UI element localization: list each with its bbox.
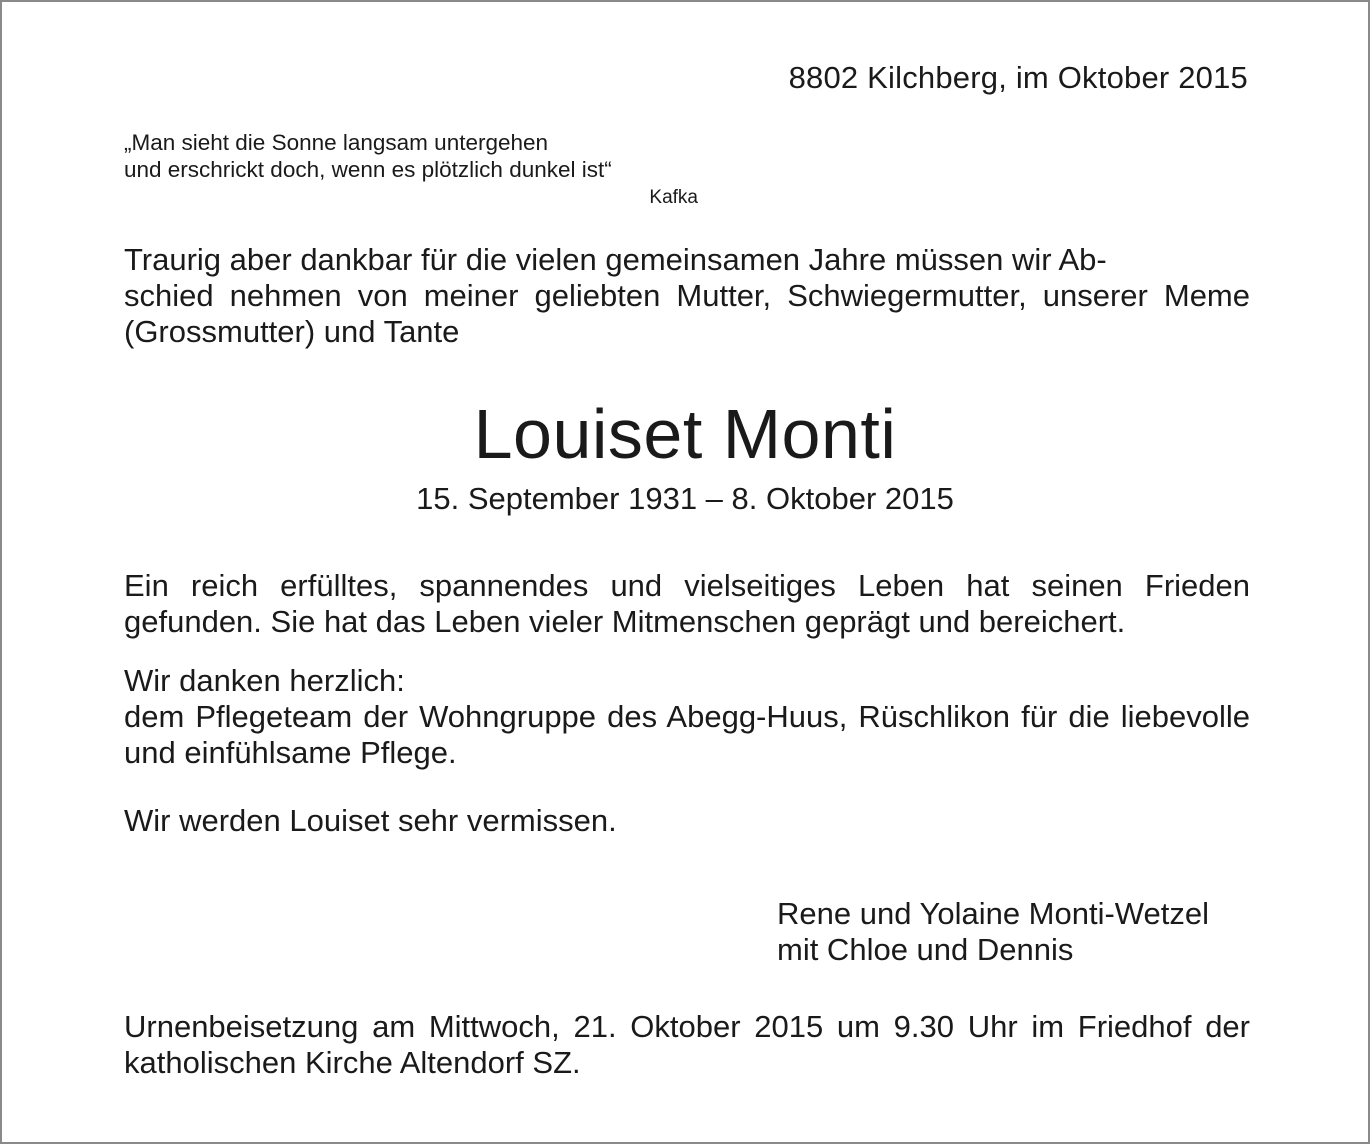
- burial-paragraph: Urnenbeisetzung am Mittwoch, 21. Oktober 2015 um 9.30 Uhr im Friedhof der katholischen Kirche Altendorf SZ.: [124, 1009, 1250, 1080]
- signature-line-1: Rene und Yolaine Monti-Wetzel: [777, 896, 1209, 931]
- miss-text: Wir werden Louiset sehr vermissen.: [124, 803, 617, 838]
- intro-paragraph: [124, 242, 1250, 350]
- life-dates: 15. September 1931 – 8. Oktober 2015: [416, 481, 954, 516]
- place-date: 8802 Kilchberg, im Oktober 2015: [788, 60, 1248, 95]
- thanks-heading: Wir danken herzlich:: [124, 663, 405, 698]
- signature-block: [777, 896, 1209, 968]
- thanks-paragraph: dem Pflegeteam der Wohngruppe des Abegg-Huus, Rüschlikon für die liebevolle und einfühlsame Pflege.: [124, 699, 1250, 770]
- quote-author: Kafka: [649, 187, 698, 208]
- signature-line-2: mit Chloe und Dennis: [777, 932, 1074, 967]
- quote-block: [124, 129, 698, 211]
- deceased-name: Louiset Monti: [473, 395, 897, 473]
- intro-text: Traurig aber dankbar für die vielen gemeinsamen Jahre müssen wir Ab- schied nehmen von meiner geliebten Mutter, Schwiegermutter, unserer Meme (Grossmutter) und Tante: [124, 242, 1250, 349]
- quote-line-2: und erschrickt doch, wenn es plötzlich dunkel ist“: [124, 157, 612, 182]
- life-paragraph: Ein reich erfülltes, spannendes und vielseitiges Leben hat seinen Frieden gefunden. Sie hat das Leben vieler Mitmenschen geprägt und bereichert.: [124, 568, 1250, 639]
- quote-line-1: „Man sieht die Sonne langsam untergehen: [124, 130, 549, 155]
